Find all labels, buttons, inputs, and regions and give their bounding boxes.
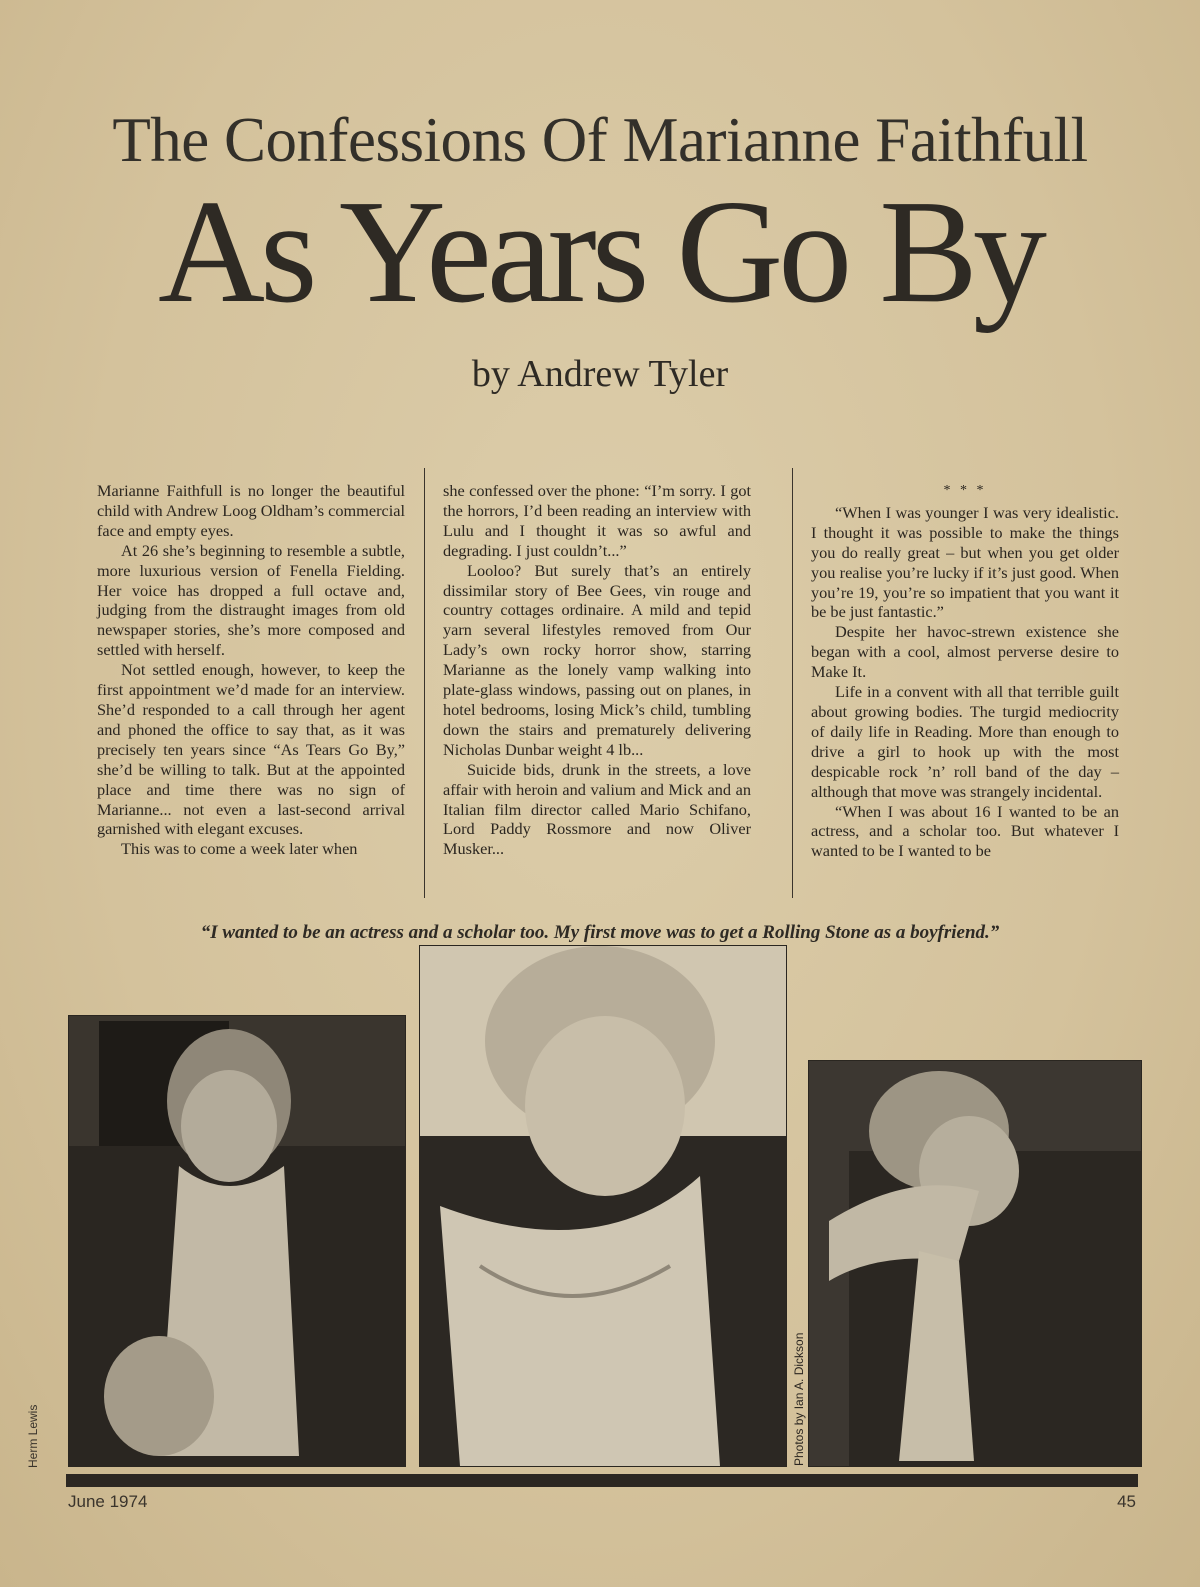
portrait-photo-left <box>68 1015 406 1467</box>
body-column-1 <box>97 481 405 859</box>
article-kicker: The Confessions Of Marianne Faithfull <box>112 105 1088 175</box>
body-column-2 <box>443 481 751 859</box>
column-divider <box>424 468 425 898</box>
paragraph: “When I was younger I was very idealistic. I thought it was possible to make the things you do really great – but when you get older you realise you’re lucky if it’s just good. When you’re 19, you’re so impatient that you want it be be just fantastic.” <box>811 502 1119 622</box>
paragraph: Marianne Faithfull is no longer the beautiful child with Andrew Loog Oldham’s commercial face and empty eyes. <box>97 481 405 540</box>
footer-rule <box>66 1474 1138 1487</box>
paragraph: Suicide bids, drunk in the streets, a love affair with heroin and valium and Mick and an Italian film director called Mario Schifano, Lord Paddy Rossmore and now Oliver Musker... <box>443 759 751 859</box>
section-break: * * * <box>943 483 987 498</box>
article-title: As Years Go By <box>158 170 1042 334</box>
pull-quote: “I wanted to be an actress and a scholar too. My first move was to get a Rolling Stone as a boyfriend.” <box>200 922 1000 943</box>
side-credit: Herm Lewis <box>26 1404 40 1468</box>
body-column-3 <box>811 481 1119 861</box>
portrait-photo-center <box>419 945 787 1467</box>
column-divider <box>792 468 793 898</box>
portrait-photo-right <box>808 1060 1142 1467</box>
page-number: 45 <box>1117 1492 1136 1511</box>
paragraph: Life in a convent with all that terrible guilt about growing bodies. The turgid mediocrity of daily life in Reading. More than enough to drive a girl to hook up with the most despicable rock ’n’ roll band of the day – although that move was strangely incidental. <box>811 682 1119 801</box>
issue-date: June 1974 <box>68 1492 148 1511</box>
paragraph: At 26 she’s beginning to resemble a subtle, more luxurious version of Fenella Fielding. Her voice has dropped a full octave and, judging from the distraught images from old newspaper stories, she’s more composed and settled with herself. <box>97 540 405 660</box>
paragraph: Looloo? But surely that’s an entirely dissimilar story of Bee Gees, vin rouge and country cottages ordinaire. A mild and tepid yarn several lifestyles removed from Our Lady’s own rocky horror show, starring Marianne as the lonely vamp walking into plate-glass windows, passing out on planes, in hotel bedrooms, losing Mick’s child, tumbling down the stairs and prematurely delivering Nicholas Dunbar weight 4 lb... <box>443 560 751 759</box>
paragraph: “When I was about 16 I wanted to be an actress, and a scholar too. But whatever I wanted to be I wanted to be <box>811 801 1119 861</box>
paragraph: This was to come a week later when <box>121 839 358 859</box>
paragraph: Not settled enough, however, to keep the first appointment we’d made for an interview. She’d responded to a call through her agent and phoned the office to say that, as it was precisely ten years since “As Tears Go By,” she’d be willing to talk. But at the appointed place and time there was no sign of Marianne... not even a last-second arrival garnished with elegant excuses. <box>97 660 405 839</box>
article-byline: by Andrew Tyler <box>471 353 729 395</box>
paragraph: she confessed over the phone: “I’m sorry. I got the horrors, I’d been reading an interview with Lulu and I thought it was so awful and degrading. I just couldn’t...” <box>443 481 751 560</box>
photo-credit: Photos by Ian A. Dickson <box>792 1332 806 1466</box>
paragraph: Despite her havoc-strewn existence she began with a cool, almost perverse desire to Make It. <box>811 622 1119 682</box>
